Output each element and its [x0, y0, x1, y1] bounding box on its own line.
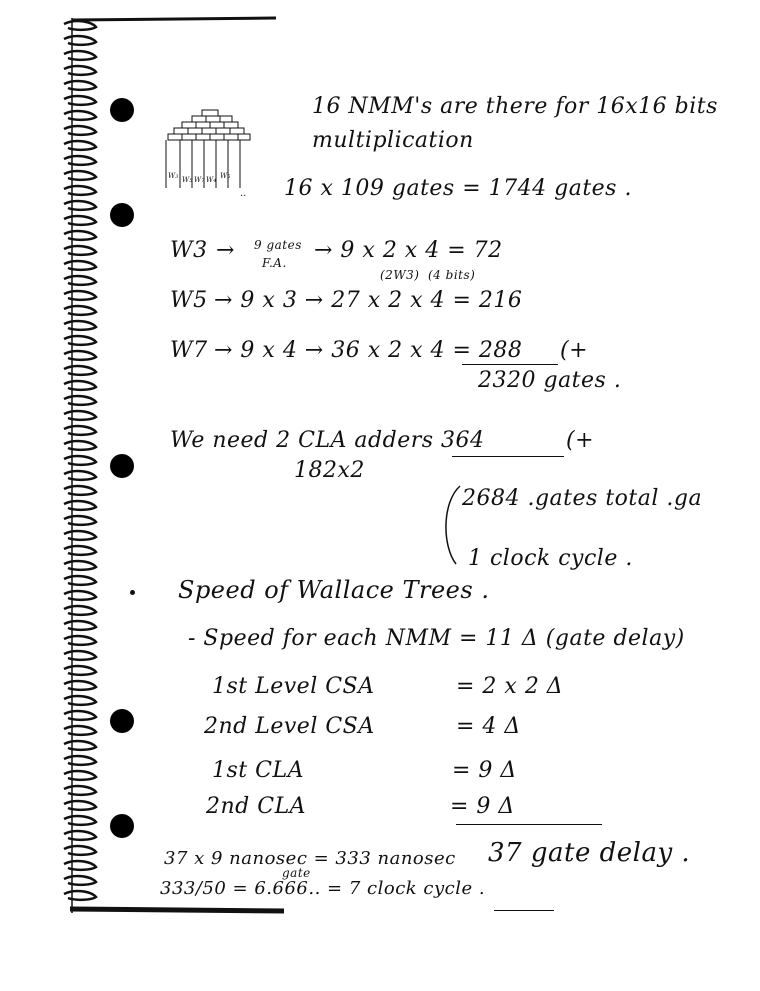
spiral-coil: [64, 246, 96, 255]
gate-note: gate: [282, 866, 311, 880]
spiral-coil: [64, 501, 96, 510]
clock-cycle: 1 clock cycle .: [468, 546, 633, 571]
spiral-coil: [64, 846, 96, 855]
spiral-coil: [64, 666, 96, 675]
spiral-coil: [64, 816, 96, 825]
spiral-coil: [64, 381, 96, 390]
spiral-coil: [64, 621, 96, 630]
w5-label: W5: [170, 288, 208, 313]
spiral-coil: [64, 831, 96, 840]
spiral-coil: [64, 756, 96, 765]
spiral-coil: [64, 861, 96, 870]
svg-text:W3: W3: [168, 172, 179, 180]
cla-rule: [452, 456, 564, 457]
spiral-coil: [64, 786, 96, 795]
page-bottom-edge: [66, 905, 286, 917]
spiral-coil: [64, 321, 96, 330]
spiral-coil: [64, 876, 96, 885]
spiral-coil: [64, 771, 96, 780]
spiral-coil: [64, 711, 96, 720]
spiral-coil: [64, 81, 96, 90]
spiral-coil: [64, 126, 96, 135]
page-top-edge: [66, 16, 286, 26]
speed-nmm: - Speed for each NMM = 11 Δ (gate delay): [188, 626, 685, 651]
bullet-dot: [130, 590, 135, 595]
spiral-coil: [64, 201, 96, 210]
spiral-coil: [64, 276, 96, 285]
spiral-coil: [64, 156, 96, 165]
w3-note-ws: (2W3): [380, 268, 420, 282]
spiral-coil: [64, 441, 96, 450]
spiral-coil: [64, 696, 96, 705]
spiral-coil: [64, 111, 96, 120]
row-label: 1st CLA: [212, 758, 304, 783]
spiral-coil: [64, 186, 96, 195]
w3-arrow: →: [216, 238, 235, 263]
row-label: 2nd Level CSA: [204, 714, 375, 739]
spiral-coil: [64, 336, 96, 345]
underline: [494, 910, 554, 911]
spiral-coil: [64, 351, 96, 360]
svg-text:W7: W7: [194, 176, 205, 184]
punch-hole: [110, 709, 134, 733]
w5-calc: → 9 x 3 → 27 x 2 x 4 = 216: [214, 288, 523, 313]
w3-note-bits: (4 bits): [428, 268, 476, 282]
calc-nanosec: 37 x 9 nanosec = 333 nanosec: [164, 848, 456, 869]
spiral-coil: [64, 576, 96, 585]
spiral-coil: [64, 51, 96, 60]
w3-gates: 9 gates: [254, 238, 302, 252]
punch-hole: [110, 814, 134, 838]
spiral-coil: [64, 726, 96, 735]
spiral-coil: [64, 411, 96, 420]
spiral-coil: [64, 366, 96, 375]
spiral-coil: [64, 96, 96, 105]
spiral-coil: [64, 651, 96, 660]
spiral-coil: [64, 291, 96, 300]
spiral-coil: [64, 681, 96, 690]
spiral-coil: [64, 801, 96, 810]
spiral-coil: [64, 531, 96, 540]
delay-rule: [456, 824, 602, 825]
svg-text:W5: W5: [220, 172, 231, 180]
spiral-coil: [64, 636, 96, 645]
spiral-coil: [64, 891, 96, 900]
w3-full-adder: F.A.: [262, 256, 287, 270]
row-value: = 9 Δ: [450, 794, 515, 819]
spiral-coil: [64, 561, 96, 570]
cla-sub: 182x2: [294, 458, 365, 483]
spiral-binding: [62, 18, 102, 913]
sum-delay: 37 gate delay .: [488, 838, 691, 868]
nmm-count-text: 16 NMM's are there for 16x16 bits: [312, 94, 718, 119]
svg-text:W4: W4: [206, 176, 217, 184]
row-label: 1st Level CSA: [212, 674, 375, 699]
row-value: = 9 Δ: [452, 758, 517, 783]
spiral-coil: [64, 546, 96, 555]
spiral-coil: [64, 426, 96, 435]
multiplication-text: multiplication: [312, 128, 474, 153]
cla-plus: (+: [566, 428, 595, 453]
row-label: 2nd CLA: [206, 794, 307, 819]
spiral-coil: [64, 486, 96, 495]
spiral-coil: [64, 306, 96, 315]
spiral-coil: [64, 606, 96, 615]
punch-hole: [110, 98, 134, 122]
row-value: = 4 Δ: [456, 714, 521, 739]
spiral-coil: [64, 591, 96, 600]
w7-plus: (+: [560, 338, 589, 363]
subtotal-text: 2320 gates .: [478, 368, 622, 393]
w3-calc: → 9 x 2 x 4 = 72: [314, 238, 503, 263]
w3-label: W3: [170, 238, 208, 263]
svg-text:W5: W5: [182, 176, 193, 184]
spiral-coil: [64, 66, 96, 75]
spiral-coil: [64, 141, 96, 150]
total-gates: 2684 .gates total .ga: [462, 486, 703, 511]
gate-product-text: 16 x 109 gates = 1744 gates .: [284, 176, 632, 201]
calc-clock: 333/50 = 6.666.. = 7 clock cycle .: [160, 878, 486, 899]
spiral-coil: [64, 261, 96, 270]
punch-hole: [110, 454, 134, 478]
spiral-coil: [64, 171, 96, 180]
w7-label: W7: [170, 338, 208, 363]
spiral-coil: [64, 516, 96, 525]
w7-calc: → 9 x 4 → 36 x 2 x 4 = 288: [214, 338, 523, 363]
cla-line: We need 2 CLA adders 364: [170, 428, 485, 453]
sum-rule: [462, 364, 558, 365]
spiral-coil: [64, 396, 96, 405]
punch-hole: [110, 203, 134, 227]
spiral-coil: [64, 456, 96, 465]
spiral-coil: [64, 741, 96, 750]
speed-title: Speed of Wallace Trees .: [178, 576, 490, 604]
spiral-coil: [64, 216, 96, 225]
spiral-coil: [64, 231, 96, 240]
wallace-tree-sketch: [162, 108, 252, 198]
row-value: = 2 x 2 Δ: [456, 674, 564, 699]
svg-text:..: ..: [240, 188, 247, 198]
spiral-coil: [64, 471, 96, 480]
spiral-coil: [64, 36, 96, 45]
